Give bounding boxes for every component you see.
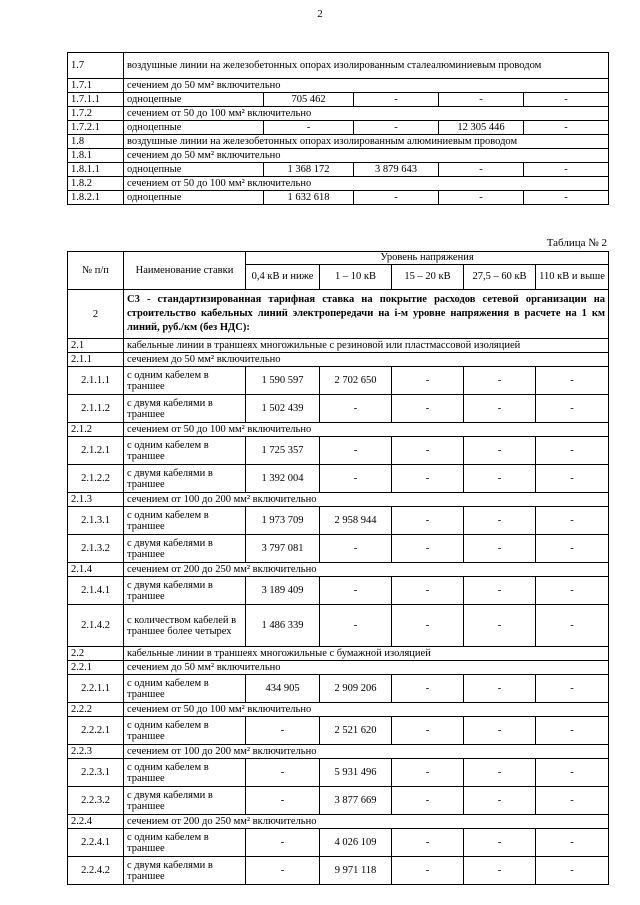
row-num: 2.1.4 — [68, 563, 124, 577]
table-row — [68, 605, 609, 647]
row-num: 1.8.1.1 — [68, 163, 124, 177]
row-value: - — [536, 717, 609, 745]
row-name: с одним кабелем в траншее — [124, 675, 246, 703]
row-section-title: сечением от 50 до 100 мм² включительно — [124, 703, 609, 717]
row-value: - — [464, 829, 536, 857]
row-value: - — [246, 717, 320, 745]
row-section-title: сечением от 200 до 250 мм² включительно — [124, 815, 609, 829]
table-row — [68, 135, 609, 149]
row-section-title: сечением от 50 до 100 мм² включительно — [124, 107, 609, 121]
row-num: 2.1.1.1 — [68, 367, 124, 395]
row-value: - — [392, 465, 464, 493]
row-name: с одним кабелем в траншее — [124, 759, 246, 787]
row-value: - — [464, 367, 536, 395]
row-num: 2.1.4.1 — [68, 577, 124, 605]
row-num: 2.1.3 — [68, 493, 124, 507]
row-section-title: сечением до 50 мм² включительно — [124, 353, 609, 367]
table-row — [68, 507, 609, 535]
table-row — [68, 535, 609, 563]
row-value: - — [354, 93, 439, 107]
table-row — [68, 577, 609, 605]
row-value: - — [524, 191, 609, 205]
header-level-2: 15 – 20 кВ — [392, 265, 464, 290]
row-num: 2.1.1.2 — [68, 395, 124, 423]
row-value: 9 971 118 — [320, 857, 392, 885]
tariff-table-2 — [67, 251, 609, 885]
row-value: - — [320, 465, 392, 493]
row-value: - — [524, 163, 609, 177]
row-num: 2.2.3 — [68, 745, 124, 759]
row-value: 3 879 643 — [354, 163, 439, 177]
row-num: 2 — [68, 290, 124, 339]
row-value: 1 392 004 — [246, 465, 320, 493]
row-name: с одним кабелем в траншее — [124, 717, 246, 745]
row-value: 1 368 172 — [264, 163, 354, 177]
table-row — [68, 423, 609, 437]
row-value: - — [536, 759, 609, 787]
table-row — [68, 493, 609, 507]
table-row — [68, 191, 609, 205]
table-row-description — [68, 290, 609, 339]
row-num: 2.1 — [68, 339, 124, 353]
row-value: - — [320, 605, 392, 647]
row-value: - — [392, 507, 464, 535]
row-name: с двумя кабелями в траншее — [124, 395, 246, 423]
table-row — [68, 647, 609, 661]
row-value: 2 702 650 — [320, 367, 392, 395]
row-value: - — [464, 759, 536, 787]
row-value: - — [536, 535, 609, 563]
table-row — [68, 149, 609, 163]
row-value: 1 486 339 — [246, 605, 320, 647]
row-description: С3 - стандартизированная тарифная ставка на покрытие расходов сетевой организации на строительство кабельных линий электропередачи на i-м уровне напряжения в расчете на 1 км линий, руб./км (без НДС): — [124, 290, 609, 339]
row-value: - — [464, 605, 536, 647]
row-value: - — [464, 717, 536, 745]
table-row — [68, 745, 609, 759]
table-row — [68, 759, 609, 787]
header-level-3: 27,5 – 60 кВ — [464, 265, 536, 290]
row-name: с двумя кабелями в траншее — [124, 465, 246, 493]
table-row — [68, 675, 609, 703]
row-value: 1 590 597 — [246, 367, 320, 395]
row-value: 5 931 496 — [320, 759, 392, 787]
row-section-title: сечением от 100 до 200 мм² включительно — [124, 745, 609, 759]
row-num: 2.1.1 — [68, 353, 124, 367]
row-num: 2.2.4.1 — [68, 829, 124, 857]
row-value: - — [536, 675, 609, 703]
row-num: 2.1.4.2 — [68, 605, 124, 647]
row-value: - — [392, 717, 464, 745]
row-value: 1 973 709 — [246, 507, 320, 535]
row-num: 1.8.1 — [68, 149, 124, 163]
row-value: - — [264, 121, 354, 135]
table-row — [68, 177, 609, 191]
page-number: 2 — [317, 8, 323, 20]
table-row — [68, 787, 609, 815]
row-value: - — [392, 787, 464, 815]
header-num: № п/п — [68, 252, 124, 290]
row-num: 2.2.4.2 — [68, 857, 124, 885]
row-value: - — [354, 191, 439, 205]
row-value: 3 797 081 — [246, 535, 320, 563]
row-num: 1.7.1 — [68, 79, 124, 93]
row-num: 2.2.2.1 — [68, 717, 124, 745]
table-row — [68, 857, 609, 885]
row-value: - — [392, 577, 464, 605]
row-value: - — [354, 121, 439, 135]
row-value: - — [536, 395, 609, 423]
row-section-title: сечением от 100 до 200 мм² включительно — [124, 493, 609, 507]
row-num: 2.2.3.2 — [68, 787, 124, 815]
header-level: Уровень напряжения — [246, 252, 609, 265]
row-value: 1 502 439 — [246, 395, 320, 423]
row-num: 2.2.2 — [68, 703, 124, 717]
row-value: 1 725 357 — [246, 437, 320, 465]
table-row — [68, 163, 609, 177]
table-row — [68, 53, 609, 79]
row-value: - — [320, 577, 392, 605]
header-level-0: 0,4 кВ и ниже — [246, 265, 320, 290]
row-name: с одним кабелем в траншее — [124, 367, 246, 395]
row-num: 2.1.3.2 — [68, 535, 124, 563]
table-row — [68, 121, 609, 135]
row-value: 1 632 618 — [264, 191, 354, 205]
row-value: - — [439, 93, 524, 107]
row-num: 2.1.2.2 — [68, 465, 124, 493]
row-value: - — [464, 675, 536, 703]
row-name: одноцепные — [124, 121, 264, 135]
row-num: 2.1.2 — [68, 423, 124, 437]
row-value: - — [536, 605, 609, 647]
table-row — [68, 79, 609, 93]
tariff-table-continued — [67, 52, 609, 205]
table-row — [68, 353, 609, 367]
row-num: 2.2.3.1 — [68, 759, 124, 787]
row-section-title: сечением от 50 до 100 мм² включительно — [124, 423, 609, 437]
table-row — [68, 717, 609, 745]
header-level-4: 110 кВ и выше — [536, 265, 609, 290]
row-num: 1.7.2 — [68, 107, 124, 121]
table-row — [68, 437, 609, 465]
row-value: - — [464, 507, 536, 535]
row-name: с двумя кабелями в траншее — [124, 787, 246, 815]
row-value: - — [392, 759, 464, 787]
row-value: - — [464, 857, 536, 885]
table-header-row — [68, 252, 609, 265]
row-value: - — [320, 437, 392, 465]
row-value: - — [392, 395, 464, 423]
table-row — [68, 107, 609, 121]
row-num: 2.2.1.1 — [68, 675, 124, 703]
row-num: 1.8 — [68, 135, 124, 149]
row-value: 434 905 — [246, 675, 320, 703]
row-section-title: сечением до 50 мм² включительно — [124, 149, 609, 163]
row-value: - — [464, 535, 536, 563]
row-value: - — [464, 787, 536, 815]
table-caption: Таблица № 2 — [546, 237, 607, 249]
row-value: - — [464, 395, 536, 423]
row-value: - — [392, 675, 464, 703]
row-value: - — [536, 465, 609, 493]
row-value: - — [536, 367, 609, 395]
row-name: с двумя кабелями в траншее — [124, 857, 246, 885]
row-name: одноцепные — [124, 191, 264, 205]
row-num: 1.7.2.1 — [68, 121, 124, 135]
table-row — [68, 815, 609, 829]
row-section-title: кабельные линии в траншеях многожильные с резиновой или пластмассовой изоляцией — [124, 339, 609, 353]
row-value: - — [320, 395, 392, 423]
row-value: - — [439, 163, 524, 177]
row-name: с одним кабелем в траншее — [124, 829, 246, 857]
row-num: 2.1.3.1 — [68, 507, 124, 535]
row-name: с одним кабелем в траншее — [124, 507, 246, 535]
row-num: 2.2.4 — [68, 815, 124, 829]
row-name: одноцепные — [124, 93, 264, 107]
row-value: 12 305 446 — [439, 121, 524, 135]
row-section-title: сечением до 50 мм² включительно — [124, 661, 609, 675]
row-section-title: сечением от 200 до 250 мм² включительно — [124, 563, 609, 577]
row-value: - — [246, 787, 320, 815]
row-num: 2.2.1 — [68, 661, 124, 675]
row-num: 2.2 — [68, 647, 124, 661]
row-value: 4 026 109 — [320, 829, 392, 857]
row-value: - — [536, 507, 609, 535]
row-num: 1.7 — [68, 53, 124, 79]
row-value: - — [536, 437, 609, 465]
table-row — [68, 367, 609, 395]
row-value: - — [246, 829, 320, 857]
row-value: - — [464, 465, 536, 493]
row-value: - — [392, 535, 464, 563]
row-value: - — [464, 577, 536, 605]
row-num: 1.7.1.1 — [68, 93, 124, 107]
row-value: 2 521 620 — [320, 717, 392, 745]
row-name: с одним кабелем в траншее — [124, 437, 246, 465]
row-name: с количеством кабелей в траншее более четырех — [124, 605, 246, 647]
table-row — [68, 661, 609, 675]
row-section-title: сечением до 50 мм² включительно — [124, 79, 609, 93]
row-section-title: воздушные линии на железобетонных опорах изолированным алюминиевым проводом — [124, 135, 609, 149]
row-value: - — [246, 857, 320, 885]
row-num: 1.8.2 — [68, 177, 124, 191]
table-row — [68, 563, 609, 577]
row-value: 705 462 — [264, 93, 354, 107]
row-section-title: сечением от 50 до 100 мм² включительно — [124, 177, 609, 191]
row-value: - — [524, 93, 609, 107]
row-name: с двумя кабелями в траншее — [124, 535, 246, 563]
row-name: с двумя кабелями в траншее — [124, 577, 246, 605]
row-value: - — [536, 857, 609, 885]
row-num: 1.8.2.1 — [68, 191, 124, 205]
row-value: - — [536, 787, 609, 815]
row-value: 2 958 944 — [320, 507, 392, 535]
row-name: одноцепные — [124, 163, 264, 177]
row-value: 2 909 206 — [320, 675, 392, 703]
row-section-title: кабельные линии в траншеях многожильные с бумажной изоляцией — [124, 647, 609, 661]
table-row — [68, 93, 609, 107]
row-value: - — [392, 829, 464, 857]
header-level-1: 1 – 10 кВ — [320, 265, 392, 290]
table-row — [68, 465, 609, 493]
row-value: - — [392, 605, 464, 647]
row-value: - — [320, 535, 392, 563]
header-name: Наименование ставки — [124, 252, 246, 290]
row-value: - — [246, 759, 320, 787]
table-row — [68, 339, 609, 353]
row-value: 3 189 409 — [246, 577, 320, 605]
table-row — [68, 395, 609, 423]
table-row — [68, 829, 609, 857]
row-value: - — [392, 367, 464, 395]
row-value: - — [392, 857, 464, 885]
row-value: - — [524, 121, 609, 135]
row-value: - — [536, 829, 609, 857]
table-row — [68, 703, 609, 717]
row-value: 3 877 669 — [320, 787, 392, 815]
row-value: - — [464, 437, 536, 465]
row-section-title: воздушные линии на железобетонных опорах изолированным сталеалюминиевым проводом — [124, 53, 609, 79]
row-value: - — [439, 191, 524, 205]
row-value: - — [536, 577, 609, 605]
row-num: 2.1.2.1 — [68, 437, 124, 465]
row-value: - — [392, 437, 464, 465]
